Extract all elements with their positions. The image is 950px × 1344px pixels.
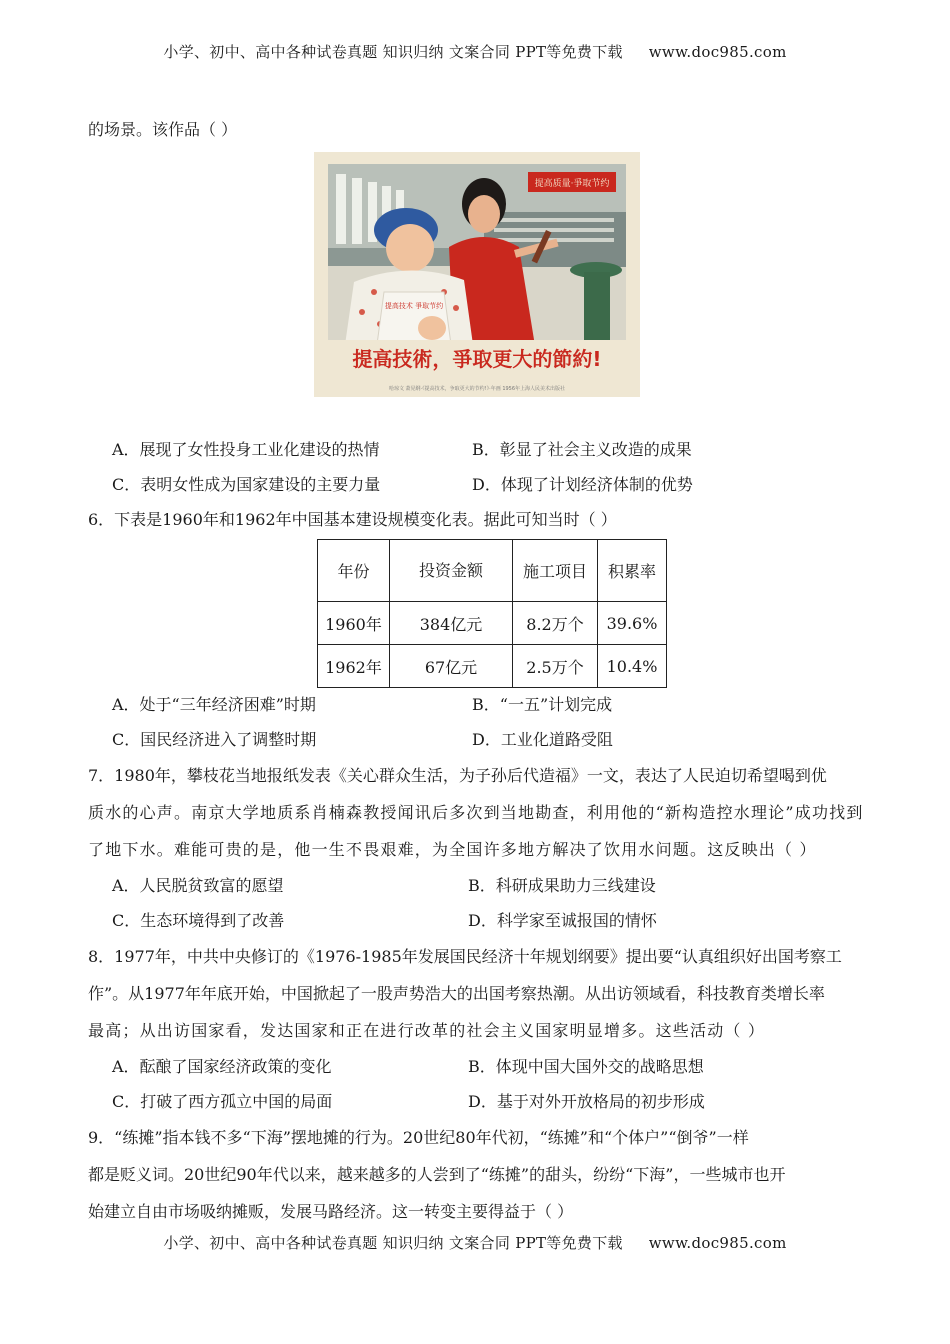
- q6-option-d[interactable]: D．工业化道路受阻: [472, 730, 613, 749]
- poster-apron-text: 提高技术 爭取节约: [384, 302, 444, 310]
- table-header-row: [318, 540, 667, 602]
- q5-option-c[interactable]: C．表明女性成为国家建设的主要力量: [112, 475, 381, 494]
- table-cell: 1962年: [318, 645, 390, 688]
- q9-stem-line-1: 9．“练摊”指本钱不多“下海”摆地摊的行为。20世纪80年代初，“练摊”和“个体户”“倒爷”一样: [88, 1128, 749, 1147]
- q5-option-b[interactable]: B．彰显了社会主义改造的成果: [472, 440, 692, 459]
- q7-option-c[interactable]: C．生态环境得到了改善: [112, 911, 285, 930]
- footer-site-link[interactable]: www.doc985.com: [648, 1234, 787, 1252]
- q6-option-b[interactable]: B．“一五”计划完成: [472, 695, 613, 714]
- table-cell: 1960年: [318, 602, 390, 645]
- table-cell: 10.4%: [598, 645, 667, 688]
- q9-stem-line-3: 始建立自由市场吸纳摊贩，发展马路经济。这一转变主要得益于（ ）: [88, 1202, 574, 1221]
- poster-caption: 哈琼文 萧见纲·《提高技术，争取更大的节约!》·年画 1956年上海人民美术出版社: [388, 386, 566, 392]
- header-site-link[interactable]: www.doc985.com: [648, 43, 787, 61]
- table-cell: 67亿元: [390, 645, 513, 688]
- table-cell: 8.2万个: [513, 602, 598, 645]
- table-row: [318, 602, 667, 645]
- q8-option-a[interactable]: A．酝酿了国家经济政策的变化: [112, 1057, 332, 1076]
- q7-option-b[interactable]: B．科研成果助力三线建设: [468, 876, 656, 895]
- table-row: [318, 645, 667, 688]
- table-cell: 384亿元: [390, 602, 513, 645]
- header-links: 小学、初中、高中各种试卷真题 知识归纳 文案合同 PPT等免费下载: [163, 43, 623, 61]
- poster-slogan: 提高技術，爭取更大的節約!: [352, 347, 602, 371]
- q8-option-c[interactable]: C．打破了西方孤立中国的局面: [112, 1092, 333, 1111]
- q8-stem-line-1: 8．1977年，中共中央修订的《1976-1985年发展国民经济十年规划纲要》提出要“认真组织好出国考察工: [88, 947, 842, 966]
- q7-option-d[interactable]: D．科学家至诚报国的情怀: [468, 911, 657, 930]
- table-header-cell: 积累率: [598, 540, 667, 602]
- table-header-cell: 施工项目: [513, 540, 598, 602]
- table-cell: 39.6%: [598, 602, 667, 645]
- q8-stem-line-3: 最高；从出访国家看，发达国家和正在进行改革的社会主义国家明显增多。这些活动（ ）: [88, 1021, 766, 1040]
- page-footer: [0, 1232, 950, 1253]
- q8-option-d[interactable]: D．基于对外开放格局的初步形成: [468, 1092, 705, 1111]
- q5-option-a[interactable]: A．展现了女性投身工业化建设的热情: [112, 440, 380, 459]
- footer-links: 小学、初中、高中各种试卷真题 知识归纳 文案合同 PPT等免费下载: [163, 1234, 623, 1252]
- propaganda-poster-image: [314, 152, 640, 397]
- page-header: [0, 41, 950, 62]
- q7-stem-line-3: 了地下水。难能可贵的是，他一生不畏艰难，为全国许多地方解决了饮用水问题。这反映出（ ）: [88, 840, 817, 859]
- q7-option-a[interactable]: A．人民脱贫致富的愿望: [112, 876, 284, 895]
- table-cell: 2.5万个: [513, 645, 598, 688]
- q9-stem-line-2: 都是贬义词。20世纪90年代以来，越来越多的人尝到了“练摊”的甜头，纷纷“下海”，一些城市也开: [88, 1165, 786, 1184]
- q5-stem: 的场景。该作品（ ）: [88, 120, 238, 139]
- q6-stem: 6．下表是1960年和1962年中国基本建设规模变化表。据此可知当时（ ）: [88, 510, 617, 529]
- q6-option-a[interactable]: A．处于“三年经济困难”时期: [112, 695, 316, 714]
- q6-data-table: [317, 539, 667, 688]
- q5-option-d[interactable]: D．体现了计划经济体制的优势: [472, 475, 693, 494]
- q8-stem-line-2: 作”。从1977年年底开始，中国掀起了一股声势浩大的出国考察热潮。从出访领域看，科技教育类增长率: [88, 984, 825, 1003]
- q6-option-c[interactable]: C．国民经济进入了调整时期: [112, 730, 317, 749]
- poster-banner-text: 提高质量·爭取节约: [534, 179, 610, 189]
- q7-stem-line-2: 质水的心声。南京大学地质系肖楠森教授闻讯后多次到当地勘查，利用他的“新构造控水理论”成功找到: [88, 803, 864, 822]
- q7-stem-line-1: 7．1980年，攀枝花当地报纸发表《关心群众生活，为子孙后代造福》一文，表达了人民迫切希望喝到优: [88, 766, 827, 785]
- table-header-cell: 投资金额: [390, 540, 513, 602]
- table-header-cell: 年份: [318, 540, 390, 602]
- q8-option-b[interactable]: B．体现中国大国外交的战略思想: [468, 1057, 704, 1076]
